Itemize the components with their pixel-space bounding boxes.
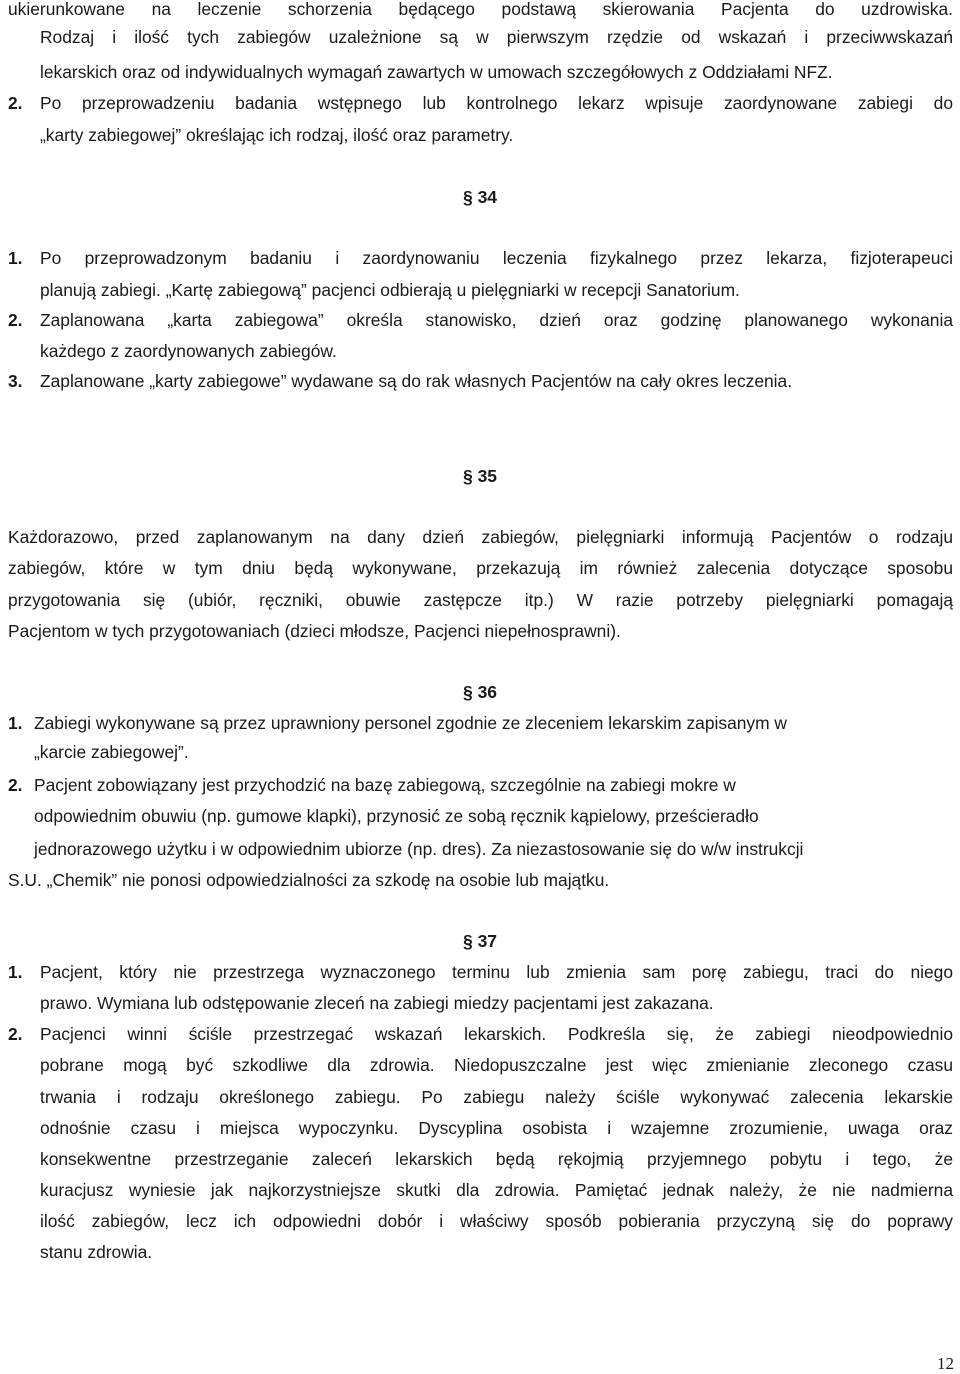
paragraph-line: prawo. Wymiana lub odstępowanie zleceń na zabiegi miedzy pacjentami jest zakazana. (40, 993, 714, 1013)
paragraph-line: Rodzaj i ilość tych zabiegów uzależnione są w pierwszym rzędzie od wskazań i przeciwwskazań (40, 27, 953, 47)
paragraph-line: odnośnie czasu i miejsca wypoczynku. Dyscyplina osobista i wzajemne zrozumienie, uwaga oraz (40, 1118, 953, 1138)
paragraph-line: S.U. „Chemik” nie ponosi odpowiedzialności za szkodę na osobie lub majątku. (8, 870, 610, 890)
paragraph-line: ilość zabiegów, lecz ich odpowiedni dobór i właściwy sposób pobierania przyczyną się do poprawy (40, 1211, 953, 1231)
paragraph-line: Pacjentom w tych przygotowaniach (dzieci młodsze, Pacjenci niepełnosprawni). (8, 621, 621, 641)
item-number: 3. (8, 371, 23, 391)
section-heading: § 35 (462, 466, 498, 486)
item-number: 2. (8, 310, 23, 330)
section-heading: § 37 (462, 931, 498, 951)
paragraph-line: Zabiegi wykonywane są przez uprawniony personel zgodnie ze zleceniem lekarskim zapisanym w (34, 713, 787, 733)
paragraph-line: lekarskich oraz od indywidualnych wymagań zawartych w umowach szczegółowych z Oddziałami NFZ. (40, 62, 833, 82)
paragraph-line: Każdorazowo, przed zaplanowanym na dany dzień zabiegów, pielęgniarki informują Pacjentów o rodzaju (8, 527, 953, 547)
paragraph-line: odpowiednim obuwiu (np. gumowe klapki), przynosić ze sobą ręcznik kąpielowy, prześcieradło (34, 806, 759, 826)
paragraph-line: Pacjent zobowiązany jest przychodzić na bazę zabiegową, szczególnie na zabiegi mokre w (34, 775, 736, 795)
section-heading: § 34 (462, 187, 498, 207)
paragraph-line: ukierunkowane na leczenie schorzenia będącego podstawą skierowania Pacjenta do uzdrowiska. (8, 0, 953, 19)
item-number: 1. (8, 962, 23, 982)
paragraph-line: pobrane mogą być szkodliwe dla zdrowia. Niedopuszczalne jest więc zmienianie zleconego czasu (40, 1055, 953, 1075)
item-number: 1. (8, 248, 23, 268)
paragraph-line: Zaplanowana „karta zabiegowa” określa stanowisko, dzień oraz godzinę planowanego wykonania (40, 310, 953, 330)
paragraph-line: przygotowania się (ubiór, ręczniki, obuwie zastępcze itp.) W razie potrzeby pielęgniarki pomagają (8, 590, 953, 610)
item-number: 1. (8, 713, 23, 733)
paragraph-line: „karty zabiegowej” określając ich rodzaj, ilość oraz parametry. (40, 125, 514, 145)
paragraph-line: Po przeprowadzonym badaniu i zaordynowaniu leczenia fizykalnego przez lekarza, fizjoterapeuci (40, 248, 953, 268)
paragraph-line: zabiegów, które w tym dniu będą wykonywane, przekazują im również zalecenia dotyczące sposobu (8, 558, 953, 578)
paragraph-line: trwania i rodzaju określonego zabiegu. Po zabiegu należy ściśle wykonywać zalecenia lekarskie (40, 1087, 953, 1107)
paragraph-line: Pacjent, który nie przestrzega wyznaczonego terminu lub zmienia sam porę zabiegu, traci do niego (40, 962, 953, 982)
paragraph-line: Pacjenci winni ściśle przestrzegać wskazań lekarskich. Podkreśla się, że zabiegi nieodpowiednio (40, 1024, 953, 1044)
paragraph-line: kuracjusz wyniesie jak najkorzystniejsze skutki dla zdrowia. Pamiętać jednak należy, że nie nadmierna (40, 1180, 953, 1200)
paragraph-line: konsekwentne przestrzeganie zaleceń lekarskich będą rękojmią przyjemnego pobytu i tego, że (40, 1149, 953, 1169)
item-number: 2. (8, 93, 23, 113)
paragraph-line: jednorazowego użytku i w odpowiednim ubiorze (np. dres). Za niezastosowanie się do w/w instrukcji (34, 839, 804, 859)
item-number: 2. (8, 1024, 23, 1044)
paragraph-line: Po przeprowadzeniu badania wstępnego lub kontrolnego lekarz wpisuje zaordynowane zabiegi do (40, 93, 953, 113)
paragraph-line: Zaplanowane „karty zabiegowe” wydawane są do rak własnych Pacjentów na cały okres leczenia. (40, 371, 793, 391)
page-number: 12 (937, 1354, 954, 1373)
paragraph-line: stanu zdrowia. (40, 1242, 153, 1262)
item-number: 2. (8, 775, 23, 795)
paragraph-line: każdego z zaordynowanych zabiegów. (40, 341, 337, 361)
paragraph-line: planują zabiegi. „Kartę zabiegową” pacjenci odbierają u pielęgniarki w recepcji Sanatorium. (40, 280, 740, 300)
section-heading: § 36 (462, 682, 498, 702)
paragraph-line: „karcie zabiegowej”. (34, 742, 189, 762)
